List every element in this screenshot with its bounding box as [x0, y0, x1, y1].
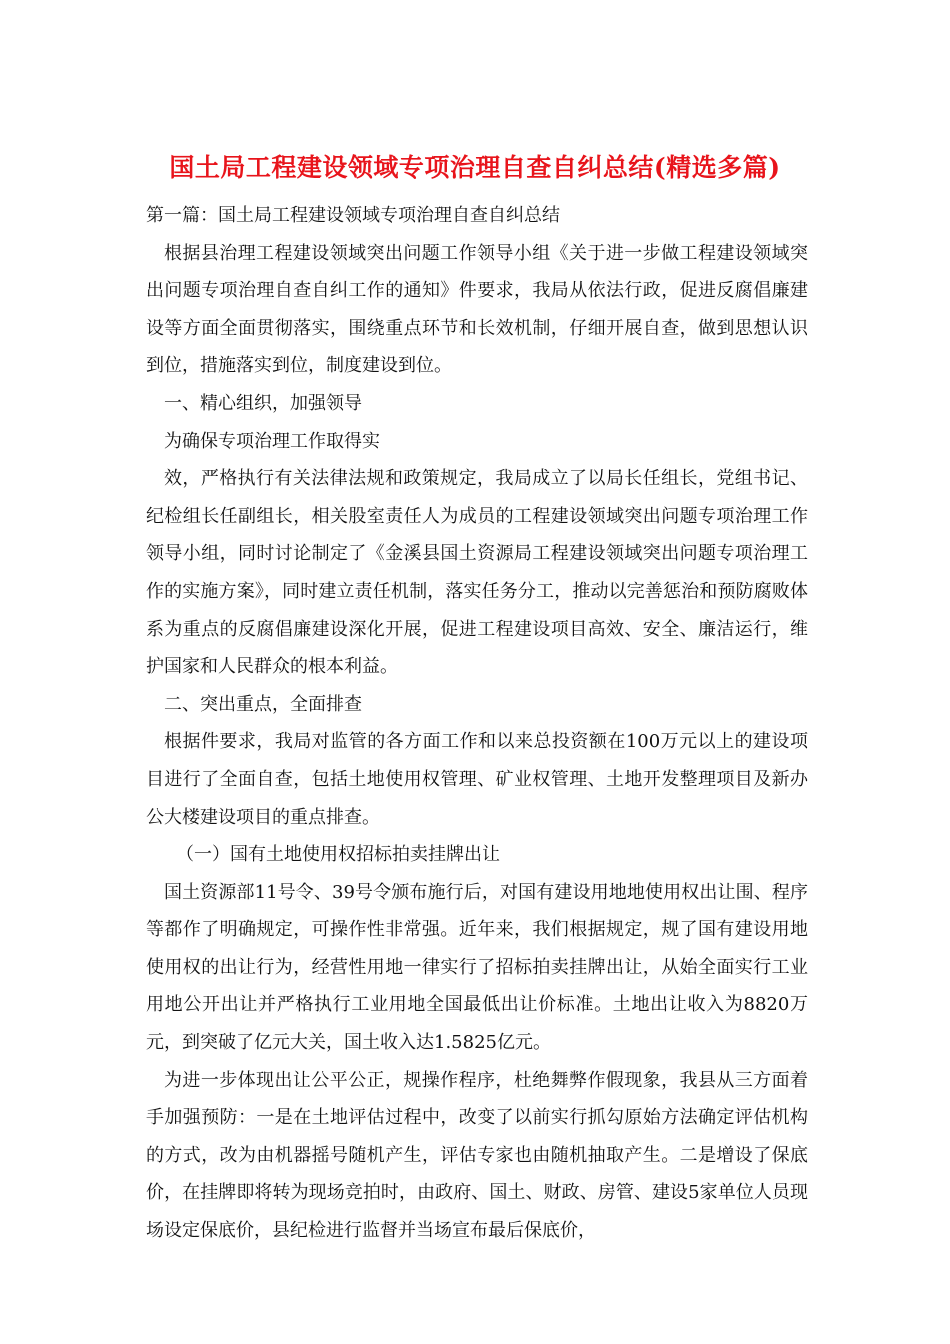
document-title: 国土局工程建设领域专项治理自查自纠总结(精选多篇) — [169, 153, 781, 182]
paragraph: 国土资源部11号令、39号令颁布施行后，对国有建设用地地使用权出让围、程序等都作了明确规定，可操作性非常强。近年来，我们根据规定，规了国有建设用地使用权的出让行为，经营性用地一律实行了招标拍卖挂牌出让，从始全面实行工业用地公开出让并严格执行工业用地全国最低出让价标准。土地出让收入为8820万元，到突破了亿元大关，国土收入达1.5825亿元。 — [146, 881, 808, 1054]
document-body — [146, 197, 808, 1250]
section-heading: 一、精心组织，加强领导 — [164, 392, 362, 414]
paragraph: 根据县治理工程建设领域突出问题工作领导小组《关于进一步做工程建设领域突出问题专项治理自查自纠工作的通知》件要求，我局从依法行政，促进反腐倡廉建设等方面全面贯彻落实，围绕重点环节和长效机制，仔细开展自查，做到思想认识到位，措施落实到位，制度建设到位。 — [146, 242, 808, 377]
paragraph: 为确保专项治理工作取得实 — [164, 430, 380, 452]
subsection-heading: （一）国有土地使用权招标拍卖挂牌出让 — [176, 844, 500, 866]
paragraph: 为进一步体现出让公平公正，规操作程序，杜绝舞弊作假现象，我县从三方面着手加强预防：一是在土地评估过程中，改变了以前实行抓勾原始方法确定评估机构的方式，改为由机器摇号随机产生，评估专家也由随机抽取产生。二是增设了保底价，在挂牌即将转为现场竞拍时，由政府、国土、财政、房管、建设5家单位人员现场设定保底价，县纪检进行监督并当场宣布最后保底价， — [146, 1069, 808, 1242]
section-heading: 二、突出重点，全面排查 — [164, 693, 362, 715]
paragraph: 效，严格执行有关法律法规和政策规定，我局成立了以局长任组长，党组书记、纪检组长任副组长，相关股室责任人为成员的工程建设领域突出问题专项治理工作领导小组，同时讨论制定了《金溪县国土资源局工程建设领域突出问题专项治理工作的实施方案》，同时建立责任机制，落实任务分工，推动以完善惩治和预防腐败体系为重点的反腐倡廉建设深化开展，促进工程建设项目高效、安全、廉洁运行，维护国家和人民群众的根本利益。 — [146, 468, 808, 678]
chapter-heading: 第一篇：国土局工程建设领域专项治理自查自纠总结 — [146, 205, 560, 226]
paragraph: 根据件要求，我局对监管的各方面工作和以来总投资额在100万元以上的建设项目进行了全面自查，包括土地使用权管理、矿业权管理、土地开发整理项目及新办公大楼建设项目的重点排查。 — [146, 731, 808, 828]
